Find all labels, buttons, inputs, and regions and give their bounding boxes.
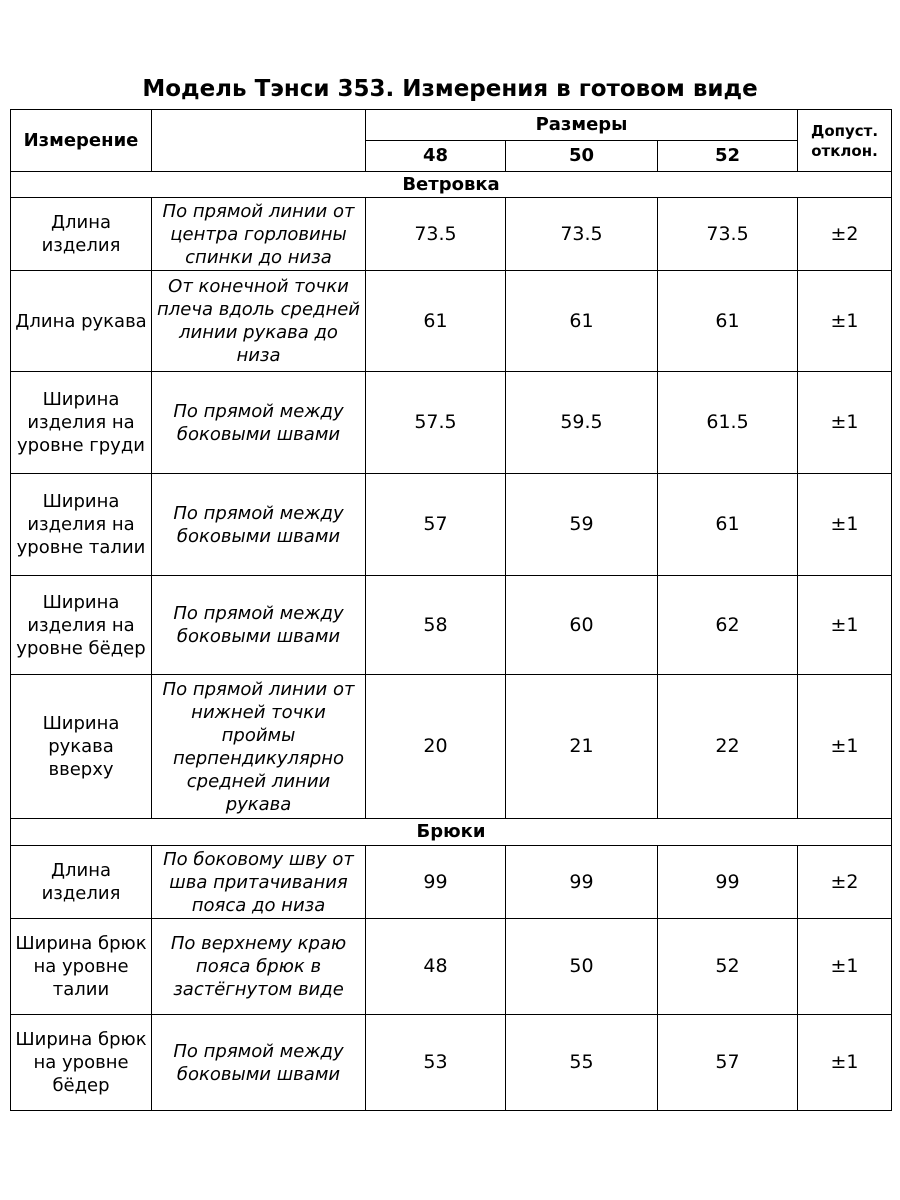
tolerance-value: ±1 <box>798 1015 892 1111</box>
tolerance-value: ±1 <box>798 271 892 372</box>
size-value: 61 <box>658 474 798 576</box>
measurement-name: Ширина изделия на уровне груди <box>11 372 152 474</box>
header-row <box>11 110 892 141</box>
measurement-method: По прямой между боковыми швами <box>152 1015 366 1111</box>
size-value: 55 <box>506 1015 658 1111</box>
table-row <box>11 675 892 819</box>
tolerance-value: ±2 <box>798 198 892 271</box>
size-value: 61 <box>366 271 506 372</box>
measurement-name: Ширина брюк на уровне талии <box>11 919 152 1015</box>
section-row <box>11 172 892 198</box>
table-row <box>11 271 892 372</box>
tolerance-value: ±1 <box>798 919 892 1015</box>
size-value: 57 <box>366 474 506 576</box>
size-value: 21 <box>506 675 658 819</box>
measurement-name: Ширина изделия на уровне талии <box>11 474 152 576</box>
size-value: 58 <box>366 576 506 675</box>
size-value: 99 <box>366 846 506 919</box>
size-value: 20 <box>366 675 506 819</box>
section-row <box>11 819 892 846</box>
measurement-name: Ширина рукава вверху <box>11 675 152 819</box>
size-value: 57 <box>658 1015 798 1111</box>
table-row <box>11 919 892 1015</box>
measurement-method: По боковому шву от шва притачивания пояса до низа <box>152 846 366 919</box>
section-title: Ветровка <box>11 172 892 198</box>
measurement-method: По прямой линии от центра горловины спинки до низа <box>152 198 366 271</box>
size-value: 61 <box>658 271 798 372</box>
measurement-method: От конечной точки плеча вдоль средней линии рукава до низа <box>152 271 366 372</box>
page-title: Модель Тэнси 353. Измерения в готовом виде <box>142 76 758 102</box>
size-value: 61 <box>506 271 658 372</box>
size-value: 59 <box>506 474 658 576</box>
size-value: 73.5 <box>658 198 798 271</box>
table-row <box>11 198 892 271</box>
size-value: 73.5 <box>366 198 506 271</box>
tolerance-value: ±1 <box>798 576 892 675</box>
tolerance-value: ±1 <box>798 474 892 576</box>
header-sizes: Размеры <box>366 110 798 141</box>
tolerance-value: ±2 <box>798 846 892 919</box>
measurement-method: По прямой линии от нижней точки проймы перпендикулярно средней линии рукава <box>152 675 366 819</box>
size-value: 59.5 <box>506 372 658 474</box>
size-value: 50 <box>506 919 658 1015</box>
size-value: 99 <box>506 846 658 919</box>
tolerance-value: ±1 <box>798 675 892 819</box>
size-value: 57.5 <box>366 372 506 474</box>
measurement-name: Длина изделия <box>11 198 152 271</box>
size-value: 61.5 <box>658 372 798 474</box>
tolerance-value: ±1 <box>798 372 892 474</box>
table-row <box>11 846 892 919</box>
size-value: 52 <box>658 919 798 1015</box>
table-row <box>11 474 892 576</box>
size-label: 48 <box>366 141 506 172</box>
header-tolerance: Допуст. отклон. <box>798 110 892 172</box>
table-row <box>11 576 892 675</box>
size-value: 53 <box>366 1015 506 1111</box>
measurement-name: Ширина брюк на уровне бёдер <box>11 1015 152 1111</box>
size-label: 52 <box>658 141 798 172</box>
measurement-name: Длина рукава <box>11 271 152 372</box>
size-value: 22 <box>658 675 798 819</box>
header-measurement: Измерение <box>11 110 152 172</box>
table-row <box>11 1015 892 1111</box>
measurement-method: По верхнему краю пояса брюк в застёгнутом виде <box>152 919 366 1015</box>
size-value: 62 <box>658 576 798 675</box>
measurement-name: Длина изделия <box>11 846 152 919</box>
size-label: 50 <box>506 141 658 172</box>
table-row <box>11 372 892 474</box>
measurement-method: По прямой между боковыми швами <box>152 576 366 675</box>
measurement-method: По прямой между боковыми швами <box>152 372 366 474</box>
measurements-table <box>10 109 892 1111</box>
size-value: 73.5 <box>506 198 658 271</box>
header-blank <box>152 110 366 172</box>
size-value: 60 <box>506 576 658 675</box>
size-value: 48 <box>366 919 506 1015</box>
section-title: Брюки <box>11 819 892 846</box>
measurement-name: Ширина изделия на уровне бёдер <box>11 576 152 675</box>
measurement-method: По прямой между боковыми швами <box>152 474 366 576</box>
size-value: 99 <box>658 846 798 919</box>
